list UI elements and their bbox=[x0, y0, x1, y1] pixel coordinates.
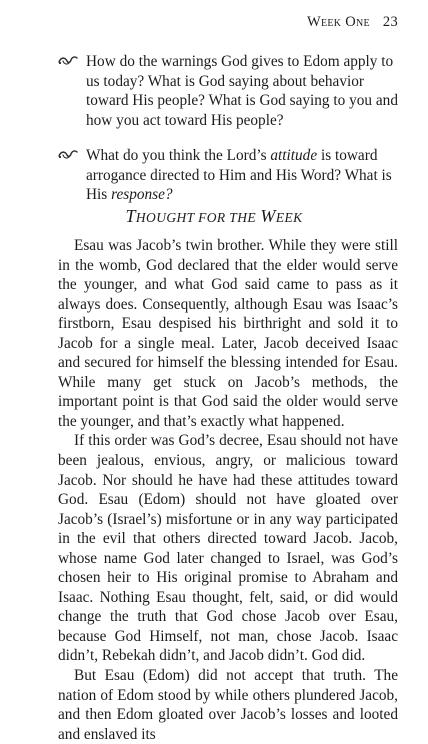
emphasis-attitude: attitude bbox=[270, 147, 318, 164]
section-heading bbox=[0, 206, 428, 227]
question-text-part: is toward arrogance directed to Him and His Word? What is His bbox=[86, 147, 392, 203]
heading-initial: T bbox=[125, 206, 136, 226]
running-head bbox=[307, 14, 398, 31]
paragraph: If this order was God’s decree, Esau should not have been jealous, envious, angry, or malicious toward Jacob. Nor should he have had these attitudes toward God. Esau (Edom) should not have gloated over Jacob’s (Israel’s) misfortune or in any way participated in the evil that others directed toward Jacob. Jacob, whose name God later changed to Israel, was God’s chosen heir to His original promise to Abraham and Isaac. Nothing Esau thought, felt, said, or did would change the truth that God chose Jacob over Esau, because God Himself, not man, chose Jacob. Isaac didn’t, Rebekah didn’t, and Jacob didn’t. God did. bbox=[58, 432, 398, 665]
heading-word: EEK bbox=[275, 210, 303, 225]
paragraph: But Esau (Edom) did not accept that truth. The nation of Edom stood by while others plundered Jacob, and then Edom gloated over Jacob’s losses and looted and enslaved its bbox=[58, 667, 398, 743]
fleuron-bullet-icon bbox=[58, 147, 78, 161]
question-text-part: What do you think the Lord’s bbox=[86, 147, 271, 164]
question-text: How do the warnings God gives to Edom apply to us today? What is God saying about behavior toward His people? What is God saying to you and how you act toward His people? bbox=[86, 53, 398, 129]
discussion-questions bbox=[58, 52, 398, 221]
running-head-title: Week One bbox=[307, 14, 370, 30]
page-number: 23 bbox=[382, 14, 398, 30]
question-item bbox=[58, 146, 398, 205]
heading-initial: W bbox=[260, 206, 276, 226]
question-item bbox=[58, 52, 398, 130]
body-text bbox=[58, 236, 398, 744]
fleuron-bullet-icon bbox=[58, 53, 78, 67]
emphasis-response: response? bbox=[111, 186, 173, 203]
paragraph: Esau was Jacob’s twin brother. While they were still in the womb, God declared that the elder would serve the younger, and what God said came to pass as it always does. Consequently, although Esau was Isaac’s firstborn, Esau despised his birthright and sold it to Jacob for a single meal. Later, Jacob deceived Isaac and secured for himself the blessing intended for Esau. While many get stuck on Jacob’s methods, the important point is that God said the older would serve the younger, and that’s exactly what happened. bbox=[58, 237, 398, 430]
heading-word: HOUGHT FOR THE bbox=[135, 210, 256, 225]
